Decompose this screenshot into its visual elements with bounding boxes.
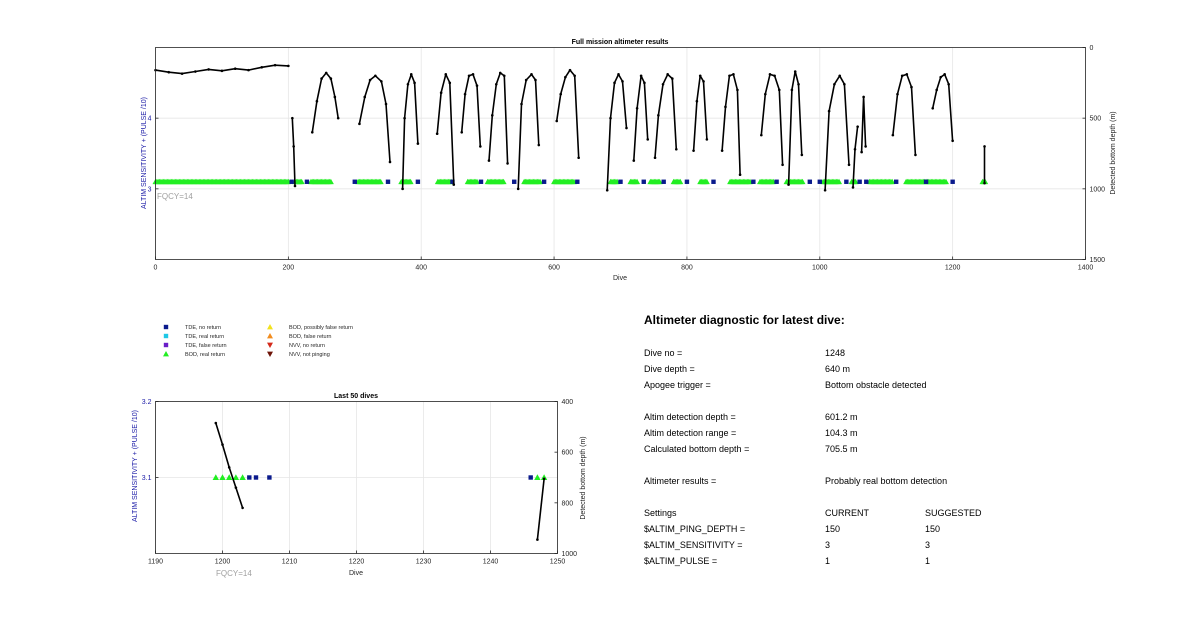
bottom-depth-point	[215, 422, 218, 425]
top-chart-series	[153, 64, 989, 192]
bottom-depth-line	[761, 74, 782, 164]
bottom-chart-ticks	[142, 399, 577, 566]
y-left-tick-label: 3	[147, 186, 152, 194]
bottom-depth-line	[156, 65, 289, 73]
bottom-depth-point	[943, 73, 946, 76]
bottom-depth-point	[221, 70, 224, 73]
bottom-depth-point	[643, 82, 646, 85]
bottom-depth-point	[640, 74, 643, 77]
y-right-tick-label: 600	[561, 449, 574, 457]
setting-name: $ALTIM_PING_DEPTH =	[644, 524, 746, 534]
x-tick-label: 1400	[1077, 264, 1094, 272]
tde-no-return-marker	[479, 180, 483, 184]
x-tick-label: 1200	[944, 264, 961, 272]
legend-label: TDE, real return	[185, 334, 225, 341]
bottom-depth-point	[646, 138, 649, 141]
x-tick-label: 1220	[348, 558, 365, 566]
bottom-depth-point	[495, 83, 498, 86]
legend-marker	[267, 352, 273, 357]
bottom-depth-point	[491, 114, 494, 117]
bottom-chart-ylabel-left: ALTIM SENSITIVITY + (PULSE /10)	[132, 410, 139, 522]
bottom-depth-point	[247, 69, 250, 72]
bottom-chart-ylabel-right: Detected bottom depth (m)	[580, 436, 587, 520]
legend	[163, 324, 353, 358]
bottom-depth-point	[274, 64, 277, 67]
bottom-depth-point	[860, 151, 863, 154]
bottom-depth-point	[852, 186, 855, 189]
bottom-depth-point	[862, 96, 865, 99]
bottom-depth-line	[789, 72, 802, 185]
bottom-depth-point	[410, 73, 413, 76]
bottom-depth-point	[824, 189, 827, 192]
diagnostic-title: Altimeter diagnostic for latest dive:	[644, 313, 845, 327]
bottom-depth-point	[906, 73, 909, 76]
bottom-depth-point	[488, 159, 491, 162]
bottom-depth-point	[606, 189, 609, 192]
bottom-depth-point	[517, 188, 520, 191]
y-right-tick-label: 500	[1089, 115, 1102, 123]
bottom-depth-point	[374, 74, 377, 77]
bottom-depth-point	[291, 117, 294, 120]
bottom-depth-point	[914, 154, 917, 157]
bottom-depth-line	[437, 74, 454, 184]
bottom-depth-point	[778, 89, 781, 92]
bottom-depth-point	[537, 144, 540, 147]
bottom-depth-point	[699, 74, 702, 77]
bottom-depth-point	[625, 127, 628, 130]
bottom-depth-point	[983, 145, 986, 148]
setting-current: 1	[825, 556, 831, 566]
bottom-depth-point	[260, 66, 263, 69]
tde-no-return-marker	[305, 180, 309, 184]
bottom-depth-point	[706, 138, 709, 141]
bottom-depth-point	[401, 188, 404, 191]
bottom-depth-point	[221, 443, 224, 446]
results-label: Altimeter results =	[644, 476, 717, 486]
tde-no-return-marker	[751, 180, 755, 184]
bottom-depth-point	[413, 82, 416, 85]
setting-name: $ALTIM_SENSITIVITY =	[644, 540, 743, 550]
tde-no-return-marker	[844, 180, 848, 184]
tde-no-return-marker	[254, 475, 258, 479]
tde-no-return-marker	[618, 180, 622, 184]
bottom-depth-point	[536, 538, 539, 541]
bottom-depth-line	[853, 127, 858, 188]
bottom-depth-point	[207, 68, 210, 71]
bottom-depth-point	[337, 117, 340, 120]
bottom-depth-point	[440, 91, 443, 94]
bottom-depth-point	[460, 131, 463, 134]
bottom-depth-point	[403, 117, 406, 120]
bottom-depth-point	[617, 73, 620, 76]
setting-current: 3	[825, 540, 831, 550]
bottom-depth-point	[901, 74, 904, 77]
dive-depth-label: Dive depth =	[644, 364, 695, 374]
bottom-depth-point	[363, 96, 366, 99]
tde-no-return-marker	[529, 475, 533, 479]
bottom-depth-point	[935, 89, 938, 92]
setting-suggested: 150	[925, 524, 941, 534]
bottom-depth-line	[557, 70, 579, 158]
tde-no-return-marker	[924, 180, 928, 184]
detection-range-value: 104.3 m	[825, 428, 858, 438]
bottom-depth-line	[518, 74, 539, 188]
top-chart-ticks	[148, 45, 1106, 272]
bottom-depth-point	[787, 183, 790, 186]
legend-marker	[164, 325, 168, 329]
legend-label: BOD, false return	[289, 334, 332, 341]
bottom-depth-point	[444, 73, 447, 76]
bottom-depth-point	[452, 183, 455, 186]
bottom-depth-point	[721, 149, 724, 152]
bottom-depth-point	[854, 148, 857, 151]
bottom-depth-point	[472, 73, 475, 76]
bottom-depth-point	[234, 67, 237, 70]
bottom-depth-line	[312, 73, 338, 132]
tde-no-return-marker	[289, 180, 293, 184]
bottom-depth-point	[983, 182, 986, 185]
tde-no-return-marker	[774, 180, 778, 184]
bottom-chart-series	[213, 422, 548, 541]
legend-label: NVV, no return	[289, 343, 325, 350]
bottom-depth-point	[864, 145, 867, 148]
bottom-depth-line	[359, 76, 390, 162]
bottom-depth-point	[947, 83, 950, 86]
y-right-tick-label: 400	[561, 399, 574, 406]
bottom-depth-point	[330, 77, 333, 80]
bottom-depth-point	[856, 125, 859, 128]
bottom-depth-point	[657, 114, 660, 117]
bottom-depth-point	[769, 73, 772, 76]
bottom-depth-point	[838, 74, 841, 77]
bottom-depth-point	[724, 106, 727, 109]
tde-no-return-marker	[353, 180, 357, 184]
bottom-depth-point	[666, 73, 669, 76]
legend-marker	[164, 343, 168, 347]
bottom-depth-point	[696, 100, 699, 103]
bottom-depth-point	[848, 164, 851, 167]
bottom-depth-point	[632, 159, 635, 162]
tde-no-return-marker	[512, 180, 516, 184]
bottom-depth-point	[407, 83, 410, 86]
bottom-depth-point	[781, 164, 784, 167]
legend-marker	[164, 334, 168, 338]
bottom-depth-point	[621, 80, 624, 83]
bottom-depth-point	[764, 93, 767, 96]
bottom-depth-point	[167, 71, 170, 74]
bottom-depth-point	[503, 74, 506, 77]
bottom-depth-point	[181, 72, 184, 75]
y-left-tick-label: 3.1	[141, 475, 152, 482]
top-chart-fqcy-annotation: FQCY=14	[157, 192, 193, 201]
bottom-depth-point	[573, 74, 576, 77]
bottom-depth-point	[520, 103, 523, 106]
bottom-depth-point	[555, 120, 558, 123]
tde-no-return-marker	[661, 180, 665, 184]
bottom-depth-point	[728, 74, 731, 77]
bottom-chart-xlabel: Dive	[348, 570, 364, 577]
bottom-depth-point	[380, 80, 383, 83]
bottom-depth-point	[609, 117, 612, 120]
x-tick-label: 1210	[281, 558, 298, 566]
setting-suggested: 1	[925, 556, 931, 566]
y-left-tick-label: 4	[147, 115, 152, 123]
bottom-depth-point	[292, 145, 295, 148]
tde-no-return-marker	[267, 475, 271, 479]
bottom-chart-fqcy-annotation: FQCY=14	[216, 569, 252, 578]
bottom-depth-point	[797, 83, 800, 86]
tde-no-return-marker	[386, 180, 390, 184]
detection-depth-label: Altim detection depth =	[644, 412, 736, 422]
dive-depth-value: 640 m	[825, 364, 851, 374]
bottom-depth-point	[732, 73, 735, 76]
bottom-depth-point	[760, 134, 763, 137]
x-tick-label: 1190	[147, 558, 164, 566]
bottom-depth-point	[499, 72, 502, 75]
bottom-chart-title: Last 50 dives	[334, 393, 378, 400]
calculated-depth-label: Calculated bottom depth =	[644, 444, 750, 454]
top-chart-xlabel: Dive	[612, 275, 628, 282]
legend-label: NVV, not pinging	[289, 352, 330, 359]
bottom-depth-line	[825, 76, 849, 190]
tde-no-return-marker	[247, 475, 251, 479]
results-value: Probably real bottom detection	[825, 476, 948, 486]
apogee-label: Apogee trigger =	[644, 380, 711, 390]
bottom-depth-point	[479, 145, 482, 148]
y-left-tick-label: 3.2	[141, 399, 152, 406]
tde-no-return-marker	[642, 180, 646, 184]
bottom-depth-point	[828, 110, 831, 113]
bottom-depth-line	[607, 74, 626, 190]
tde-no-return-marker	[711, 180, 715, 184]
tde-no-return-marker	[575, 180, 579, 184]
bottom-depth-point	[448, 82, 451, 85]
bottom-depth-point	[896, 93, 899, 96]
bottom-depth-point	[436, 132, 439, 135]
x-tick-label: 1240	[482, 558, 499, 566]
bottom-depth-point	[636, 107, 639, 110]
bottom-depth-point	[417, 142, 420, 145]
bottom-depth-point	[294, 185, 297, 188]
bottom-depth-point	[613, 82, 616, 85]
bottom-depth-point	[833, 83, 836, 86]
y-right-tick-label: 1500	[1089, 257, 1106, 264]
top-chart-ylabel-left: ALTIM SENSITIVITY + (PULSE /10)	[141, 97, 148, 209]
bottom-depth-line	[403, 74, 418, 188]
legend-marker	[163, 351, 169, 356]
y-right-tick-label: 0	[1089, 45, 1094, 52]
bottom-depth-point	[692, 149, 695, 152]
bottom-depth-point	[675, 148, 678, 151]
bottom-depth-point	[564, 76, 567, 79]
tde-no-return-marker	[857, 180, 861, 184]
bottom-depth-point	[892, 134, 895, 137]
bottom-depth-point	[702, 80, 705, 83]
bottom-depth-point	[671, 77, 674, 80]
y-right-tick-label: 1000	[1089, 186, 1106, 194]
bottom-depth-point	[287, 65, 290, 68]
x-tick-label: 800	[681, 264, 693, 272]
bottom-depth-point	[794, 70, 797, 73]
y-right-tick-label: 1000	[561, 551, 578, 558]
bottom-depth-point	[773, 74, 776, 77]
last-50-dives-chart	[132, 393, 587, 578]
bottom-depth-line	[694, 76, 707, 151]
bottom-depth-point	[506, 162, 509, 165]
dive-no-label: Dive no =	[644, 348, 683, 358]
bottom-depth-point	[389, 161, 392, 164]
bottom-depth-point	[385, 103, 388, 106]
bottom-depth-point	[791, 89, 794, 92]
bottom-depth-point	[662, 83, 665, 86]
bottom-depth-point	[910, 86, 913, 89]
current-header: CURRENT	[825, 508, 869, 518]
bottom-depth-point	[931, 107, 934, 110]
bottom-depth-line	[292, 118, 295, 186]
bottom-depth-point	[951, 139, 954, 142]
bottom-depth-line	[862, 97, 866, 152]
bottom-depth-point	[464, 93, 467, 96]
full-mission-chart	[141, 39, 1117, 282]
settings-header: Settings	[644, 508, 677, 518]
bottom-depth-point	[559, 93, 562, 96]
detection-range-label: Altim detection range =	[644, 428, 737, 438]
bottom-depth-point	[241, 507, 244, 510]
tde-no-return-marker	[950, 180, 954, 184]
apogee-value: Bottom obstacle detected	[825, 380, 927, 390]
x-tick-label: 200	[282, 264, 295, 272]
setting-suggested: 3	[925, 540, 931, 550]
bottom-depth-point	[739, 173, 742, 176]
tde-no-return-marker	[416, 180, 420, 184]
x-tick-label: 1230	[415, 558, 432, 566]
bottom-depth-point	[468, 74, 471, 77]
x-tick-label: 0	[153, 264, 158, 272]
tde-no-return-marker	[864, 180, 868, 184]
dive-no-value: 1248	[825, 348, 846, 358]
tde-no-return-marker	[808, 180, 812, 184]
bottom-depth-point	[939, 76, 942, 79]
bottom-depth-point	[534, 79, 537, 82]
bottom-depth-point	[476, 84, 479, 87]
bottom-depth-point	[543, 477, 546, 480]
tde-no-return-marker	[685, 180, 689, 184]
y-right-tick-label: 800	[561, 500, 574, 508]
tde-no-return-marker	[542, 180, 546, 184]
x-tick-label: 1250	[549, 558, 566, 566]
bottom-depth-point	[525, 79, 528, 82]
tde-no-return-marker	[818, 180, 822, 184]
setting-name: $ALTIM_PULSE =	[644, 556, 718, 566]
top-chart-title: Full mission altimeter results	[571, 39, 669, 46]
x-tick-label: 1000	[811, 264, 828, 272]
legend-marker	[267, 343, 273, 348]
bottom-depth-point	[369, 79, 372, 82]
legend-marker	[267, 324, 273, 329]
tde-no-return-marker	[894, 180, 898, 184]
calculated-depth-value: 705.5 m	[825, 444, 858, 454]
bottom-depth-point	[311, 131, 314, 134]
legend-label: BOD, possibly false return	[289, 325, 353, 332]
bottom-depth-point	[228, 466, 231, 469]
bottom-depth-point	[235, 486, 238, 489]
bottom-depth-point	[736, 89, 739, 92]
bottom-depth-point	[316, 100, 319, 103]
legend-label: BOD, real return	[185, 352, 226, 359]
top-chart-ylabel-right: Detected bottom depth (m)	[1110, 111, 1117, 195]
bottom-depth-point	[320, 77, 323, 80]
bottom-depth-line	[216, 423, 243, 508]
legend-label: TDE, false return	[185, 343, 227, 350]
legend-marker	[267, 333, 273, 338]
legend-label: TDE, no return	[185, 325, 222, 332]
x-tick-label: 1200	[214, 558, 231, 566]
x-tick-label: 600	[548, 264, 560, 272]
bottom-depth-point	[801, 154, 804, 157]
bottom-depth-point	[654, 156, 657, 159]
suggested-header: SUGGESTED	[925, 508, 982, 518]
setting-current: 150	[825, 524, 841, 534]
bottom-depth-line	[537, 479, 544, 540]
bottom-depth-point	[325, 72, 328, 75]
bottom-depth-point	[530, 73, 533, 76]
bottom-depth-point	[577, 156, 580, 159]
bottom-depth-point	[334, 96, 337, 99]
detection-depth-value: 601.2 m	[825, 412, 858, 422]
bottom-depth-point	[843, 83, 846, 86]
bottom-depth-point	[194, 70, 197, 73]
x-tick-label: 400	[415, 264, 428, 272]
bottom-depth-point	[358, 123, 361, 126]
bottom-depth-point	[569, 69, 572, 72]
